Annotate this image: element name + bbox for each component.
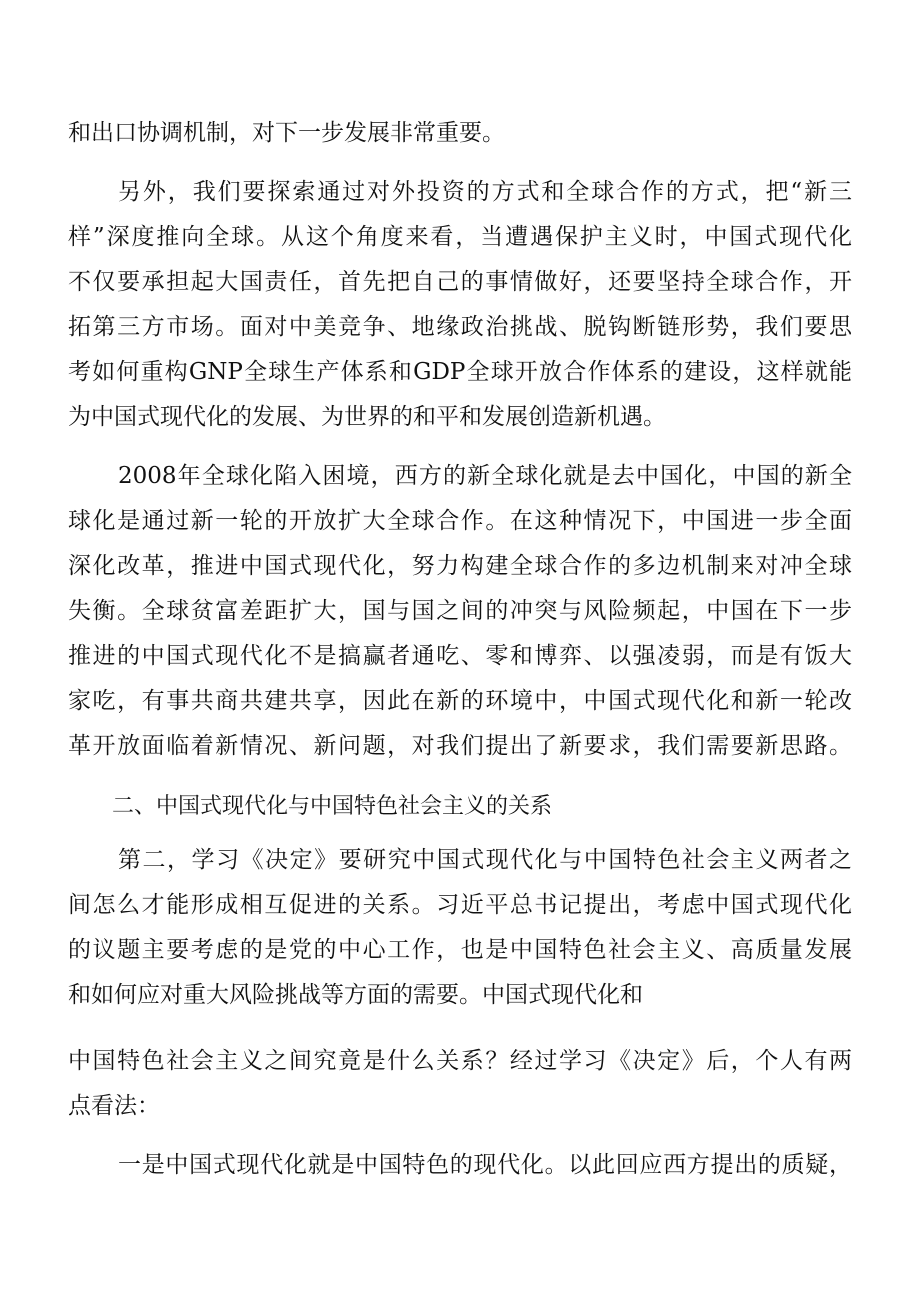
paragraph-line: 和出口协调机制，对下一步发展非常重要。 — [68, 120, 505, 146]
paragraph-line: 点看法： — [68, 1093, 160, 1119]
paragraph-line: 革开放面临着新情况、新问题，对我们提出了新要求，我们需要新思路。 — [68, 733, 852, 759]
paragraph-line: 另外，我们要探索通过对外投资的方式和全球合作的方式，把“新三 — [118, 179, 852, 205]
paragraph-line: 拓第三方市场。面对中美竞争、地缘政治挑战、脱钩断链形势，我们要思 — [68, 314, 852, 340]
paragraph-line: 推进的中国式现代化不是搞赢者通吃、零和博弈、以强凌弱，而是有饭大 — [68, 643, 852, 669]
paragraph-line: 2008年全球化陷入困境，西方的新全球化就是去中国化，中国的新全 — [118, 463, 852, 489]
paragraph-line: 失衡。全球贫富差距扩大，国与国之间的冲突与风险频起，中国在下一步 — [68, 598, 852, 624]
paragraph-line: 家吃，有事共商共建共享，因此在新的环境中，中国式现代化和新一轮改 — [68, 688, 852, 714]
paragraph-line: 不仅要承担起大国责任，首先把自己的事情做好，还要坚持全球合作，开 — [68, 269, 852, 295]
paragraph-line: 一是中国式现代化就是中国特色的现代化。以此回应西方提出的质疑， — [118, 1152, 852, 1178]
paragraph-line: 中国特色社会主义之间究竟是什么关系？经过学习《决定》后，个人有两 — [68, 1048, 852, 1074]
paragraph-line: 和如何应对重大风险挑战等方面的需要。中国式现代化和 — [68, 982, 643, 1008]
paragraph-line: 间怎么才能形成相互促进的关系。习近平总书记提出，考虑中国式现代化 — [68, 892, 852, 918]
paragraph-line: 球化是通过新一轮的开放扩大全球合作。在这种情况下，中国进一步全面 — [68, 508, 852, 534]
paragraph-line: 第二，学习《决定》要研究中国式现代化与中国特色社会主义两者之 — [118, 847, 852, 873]
paragraph-line: 考如何重构GNP全球生产体系和GDP全球开放合作体系的建设，这样就能 — [68, 359, 852, 385]
paragraph-line: 的议题主要考虑的是党的中心工作，也是中国特色社会主义、高质量发展 — [68, 937, 852, 963]
paragraph-line: 深化改革，推进中国式现代化，努力构建全球合作的多边机制来对冲全球 — [68, 553, 852, 579]
section-heading: 二、中国式现代化与中国特色社会主义的关系 — [112, 794, 553, 819]
paragraph-line: 样”深度推向全球。从这个角度来看，当遭遇保护主义时，中国式现代化 — [68, 224, 852, 250]
paragraph-line: 为中国式现代化的发展、为世界的和平和发展创造新机遇。 — [68, 404, 666, 430]
